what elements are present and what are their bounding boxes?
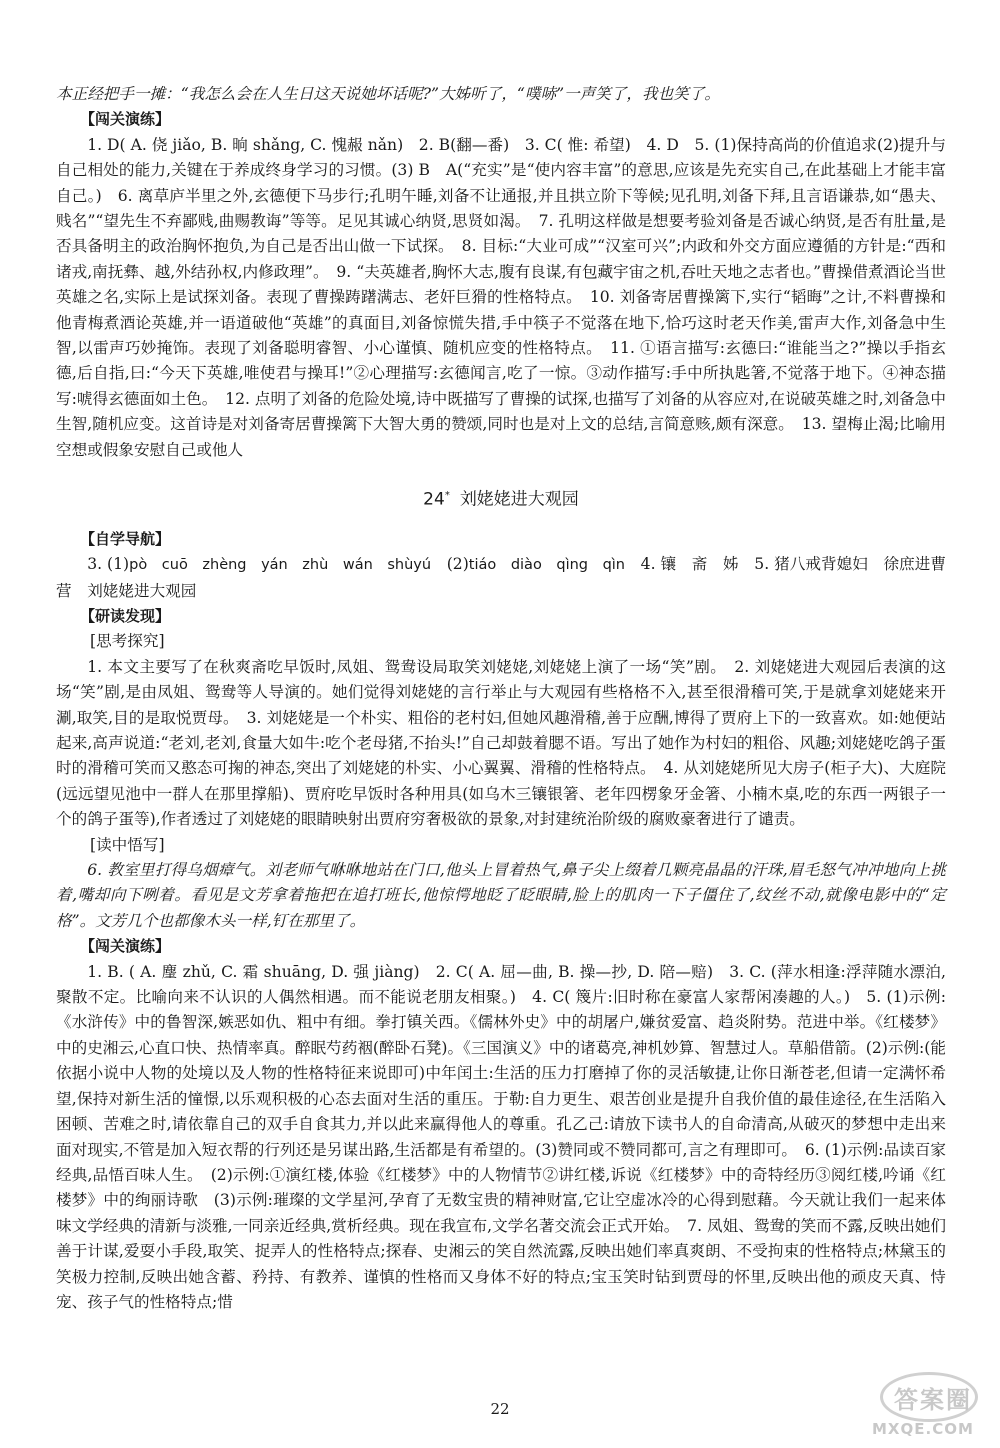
- watermark-text: 答案圈: [894, 1386, 972, 1414]
- section-heading-chuangguan-1: 【闯关演练】: [80, 110, 171, 129]
- pinyin-answers-1: pò cuō zhèng yán zhù wán shùyú: [129, 557, 432, 574]
- lesson-title: [56, 483, 946, 513]
- section-heading-yandu: 【研读发现】: [80, 606, 171, 625]
- answers-duzhong: 6. 教室里打得乌烟瘴气。刘老师气咻咻地站在门口,他头上冒着热气,鼻子尖上缀着几颗亮晶晶的汗珠,眉毛怒气冲冲地向上挑着,嘴却向下咧着。看见是文芳拿着拖把在追打班长,他惊愕地眨了眨眼睛,脸上的肌肉一下子僵住了,纹丝不动,就像电影中的“定格”。文芳几个也都像木头一样,钉在那里了。: [56, 861, 946, 930]
- subheading-sikao: [思考探究]: [90, 632, 165, 651]
- watermark-logo: [868, 1372, 986, 1442]
- section-heading-chuangguan-2: 【闯关演练】: [80, 937, 171, 956]
- watermark-url: MXQE.COM: [872, 1420, 974, 1438]
- lesson-number: 24: [423, 489, 445, 510]
- answers-zixue: 3. (1)pò cuō zhèng yán zhù wán shùyú (2)tiáo diào qìng qìn 4. 镶 斋 姊 5. 猪八戒背媳妇 徐庶进曹营 刘姥姥进大观园: [56, 555, 946, 600]
- lesson-star-mark: *: [444, 490, 450, 502]
- answers-chuangguan-2: 1. B. ( A. 麈 zhǔ, C. 霜 shuāng, D. 强 jiàng) 2. C( A. 屈—曲, B. 操—抄, D. 陪—赔) 3. C. (萍水相逢:浮萍随水漂泊,聚散不定。比喻向来不认识的人偶然相遇。而不能说老朋友相聚。) 4. C( 篾片:旧时称在豪富人家帮闲凑趣的人。) 5. (1)示例:《水浒传》中的鲁智深,嫉恶如仇、粗中有细。拳打镇关西。《儒林外史》中的胡屠户,嫌贫爱富、趋炎附势。范进中举。《红楼梦》中的史湘云,心直口快、热情率真。醉眠芍药裀(醉卧石凳)。《三国演义》中的诸葛亮,神机妙算、智慧过人。草船借箭。(2)示例:(能依据小说中人物的处境以及人物的性格特征来说即可)中年闰土:生活的压力打磨掉了你的灵活敏捷,让你日渐苍老,但请一定满怀希望,保持对新生活的憧憬,以乐观积极的心态去面对生活的重压。于勒:自力更生、艰苦创业是提升自我价值的最佳途径,在生活陷入困顿、苦难之时,请依靠自己的双手自食其力,并以此来赢得他人的尊重。孔乙己:请放下读书人的自命清高,从破灭的梦想中走出来面对现实,不管是加入短衣帮的行列还是另谋出路,生活都是有希望的。(3)赞同或不赞同都可,言之有理即可。 6. (1)示例:品读百家经典,品悟百味人生。 (2)示例:①演红楼,体验《红楼梦》中的人物情节②讲红楼,诉说《红楼梦》中的奇特经历③阅红楼,吟诵《红楼梦》中的绚丽诗歌 (3)示例:璀璨的文学星河,孕育了无数宝贵的精神财富,它让空虚冰冷的心得到慰藉。今天就让我们一起来体味文学经典的清新与淡雅,一同亲近经典,赏析经典。现在我宣布,文学名著交流会正式开始。 7. 凤姐、鸳鸯的笑而不露,反映出她们善于计谋,爱耍小手段,取笑、捉弄人的性格特点;探春、史湘云的笑自然流露,反映出她们率真爽朗、不受拘束的性格特点;林黛玉的笑极力控制,反映出她含蓄、矜持、有教养、谨慎的性格而又身体不好的特点;宝玉笑时钻到贾母的怀里,反映出他的顽皮天真、恃宠、孩子气的性格特点;惜: [56, 962, 946, 1311]
- answers-sikao: 1. 本文主要写了在秋爽斋吃早饭时,凤姐、鸳鸯设局取笑刘姥姥,刘姥姥上演了一场“笑”剧。 2. 刘姥姥进大观园后表演的这场“笑”剧,是由凤姐、鸳鸯等人导演的。她们觉得刘姥姥的言行举止与大观园有些格格不入,甚至很滑稽可笑,于是就拿刘姥姥来开涮,取笑,目的是取悦贾母。 3. 刘姥姥是一个朴实、粗俗的老村妇,但她风趣滑稽,善于应酬,博得了贾府上下的一致喜欢。如:她便站起来,高声说道:“老刘,老刘,食量大如牛:吃个老母猪,不抬头!”自己却鼓着腮不语。写出了她作为村妇的粗俗、风趣;刘姥姥吃鸽子蛋时的滑稽可笑而又憨态可掬的神态,突出了刘姥姥的朴实、小心翼翼、滑稽的性格特点。 4. 从刘姥姥所见大房子(柜子大)、大庭院(远远望见池中一群人在那里撑船)、贾府吃早饭时各种用具(如乌木三镶银箸、老年四楞象牙金箸、小楠木桌,吃的东西一两银子一个的鸽子蛋等),作者透过了刘姥姥的眼睛映射出贾府穷奢极欲的景象,对封建统治阶级的腐败豪奢进行了谴责。: [56, 657, 946, 829]
- section-heading-zixue: 【自学导航】: [80, 529, 171, 548]
- pinyin-answers-2: tiáo diào qìng qìn: [468, 557, 625, 574]
- lesson-name: 刘姥姥进大观园: [459, 489, 579, 510]
- answers-chuangguan-1: 1. D( A. 侥 jiǎo, B. 晌 shǎng, C. 愧赧 nǎn) 2. B(翻—番) 3. C( 惟: 希望) 4. D 5. (1)保持高尚的价值追求(2)提升与自己相处的能力,关键在于养成终身学习的习惯。(3) B A(“充实”是“使内容丰富”的意思,应该是先充实自己,在此基础上才能丰富自己。) 6. 离草庐半里之外,玄德便下马步行;孔明午睡,刘备不让通报,并且拱立阶下等候;见孔明,刘备下拜,且言语谦恭,如“愚夫、贱名”“望先生不弃鄙贱,曲赐教诲”等等。足见其诚心纳贤,思贤如渴。 7. 孔明这样做是想要考验刘备是否诚心纳贤,是否有肚量,是否具备明主的政治胸怀抱负,为自己是否出山做一下试探。 8. 目标:“大业可成”“汉室可兴”;内政和外交方面应遵循的方针是:“西和诸戎,南抚彝、越,外结孙权,内修政理”。 9. “夫英雄者,胸怀大志,腹有良谋,有包藏宇宙之机,吞吐天地之志者也。”曹操借煮酒论当世英雄之名,实际上是试探刘备。表现了曹操踌躇满志、老奸巨猾的性格特点。 10. 刘备寄居曹操篱下,实行“韬晦”之计,不料曹操和他青梅煮酒论英雄,并一语道破他“英雄”的真面目,刘备惊慌失措,手中筷子不觉落在地下,恰巧这时老天作美,雷声大作,刘备急中生智,以雷声巧妙掩饰。表现了刘备聪明睿智、小心谨慎、随机应变的性格特点。 11. ①语言描写:玄德曰:“谁能当之?”操以手指玄德,后自指,曰:“今天下英雄,唯使君与操耳!”②心理描写:玄德闻言,吃了一惊。③动作描写:手中所执匙箸,不觉落于地下。④神态描写:唬得玄德面如土色。 12. 点明了刘备的危险处境,诗中既描写了曹操的试探,也描写了刘备的从容应对,在说破英雄之时,刘备急中生智,随机应变。这首诗是对刘备寄居曹操篱下大智大勇的赞颂,同时也是对上文的总结,言简意赅,颇有深意。 13. 望梅止渴;比喻用空想或假象安慰自己或他人: [56, 135, 946, 459]
- answer-page: [56, 82, 946, 1315]
- essay-continuation: 本正经把手一摊：“我怎么会在人生日这天说她坏话呢?”大姊听了，“噗哧”一声笑了，我也笑了。: [56, 85, 720, 103]
- page-number: 22: [490, 1400, 510, 1418]
- subheading-duzhong: [读中悟写]: [90, 835, 165, 854]
